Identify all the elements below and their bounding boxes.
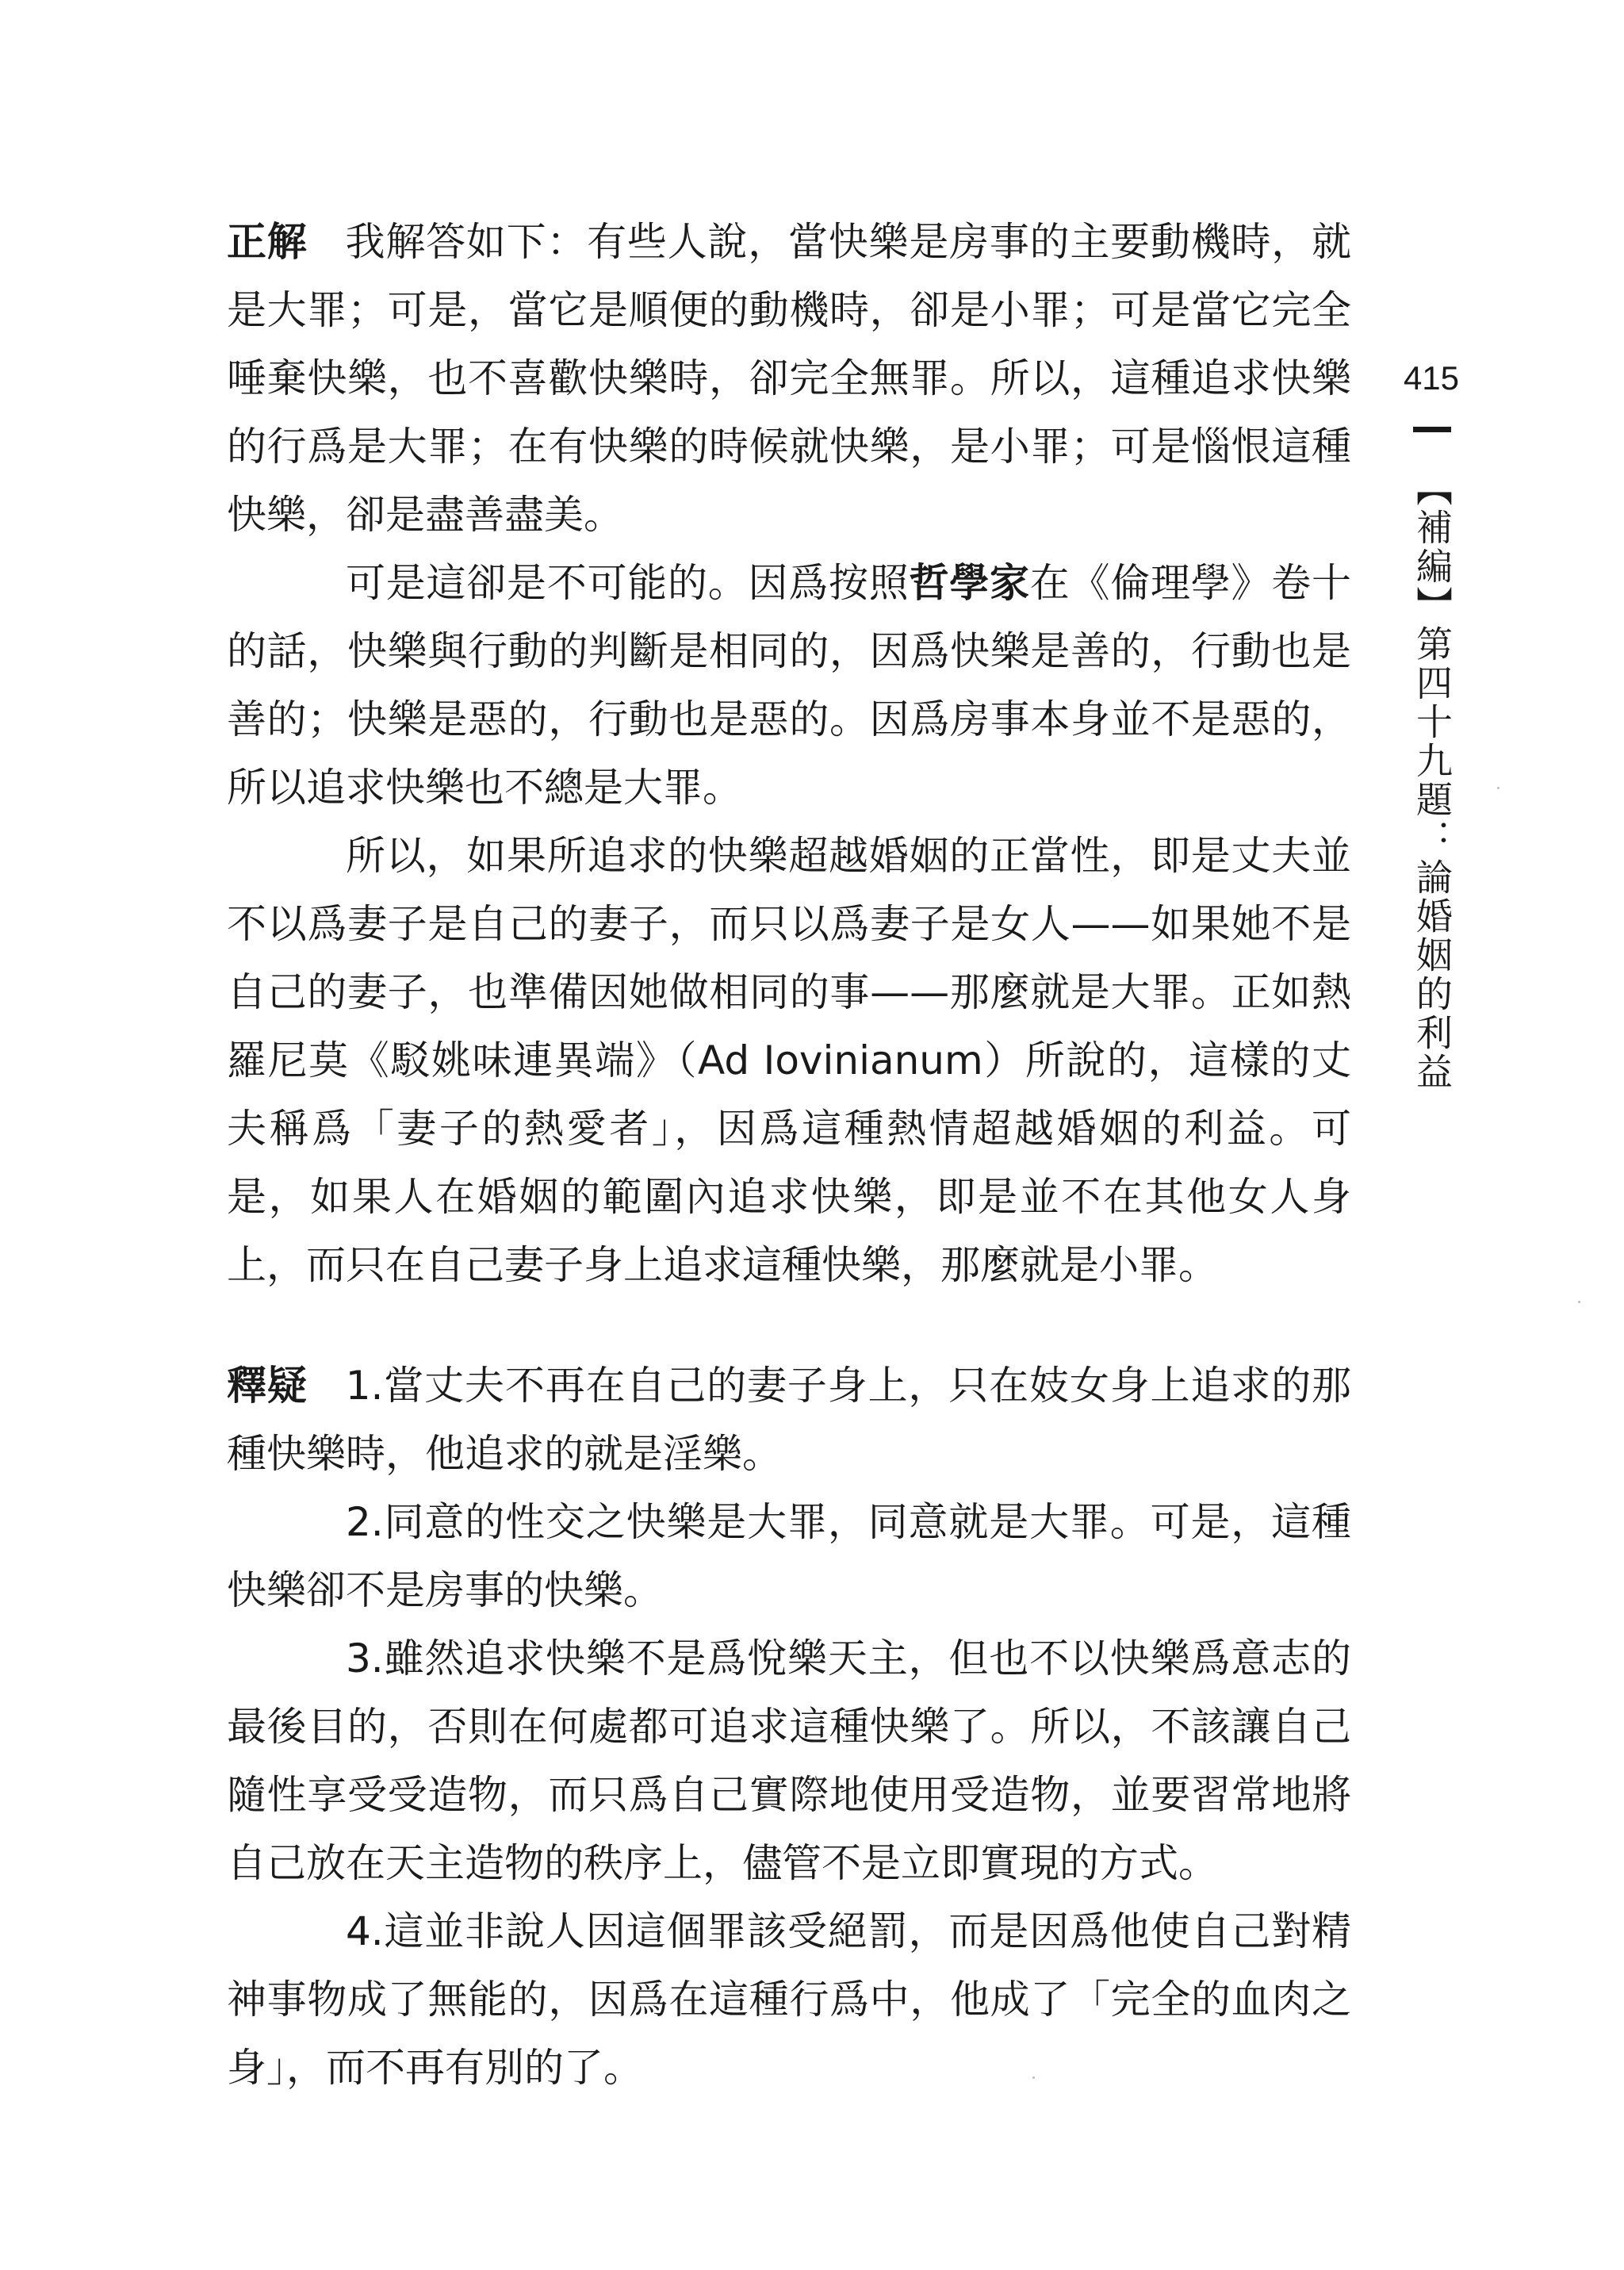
scan-speck [1578, 1301, 1580, 1303]
scan-speck [1497, 787, 1500, 789]
philosopher-term: 哲學家 [909, 560, 1030, 606]
answer-paragraph-2 [227, 549, 1351, 822]
header-rule [1413, 427, 1451, 432]
answer-text-2a: 可是這卻是不可能的。因爲按照 [346, 560, 910, 606]
reply-1 [227, 1352, 1351, 1488]
answer-paragraph-1 [227, 208, 1351, 549]
reply-2: 2.同意的性交之快樂是大罪，同意就是大罪。可是，這種快樂卻不是房事的快樂。 [227, 1499, 1351, 1613]
reply-3: 3.雖然追求快樂不是爲悅樂天主，但也不以快樂爲意志的最後目的，否則在何處都可追求這種快樂了。所以，不該讓自己隨性享受受造物，而只爲自己實際地使用受造物，並要習常地將自己放在天主造物的秩序上，儘管不是立即實現的方式。 [227, 1635, 1351, 1886]
answer-paragraph-3: 所以，如果所追求的快樂超越婚姻的正當性，即是丈夫並不以爲妻子是自己的妻子，而只以爲妻子是女人——如果她不是自己的妻子，也準備因她做相同的事——那麼就是大罪。正如熱羅尼莫《駁姚味連異端》（Ad Iovinianum）所說的，這樣的丈夫稱爲「妻子的熱愛者」，因爲這種熱情超越婚姻的利益。可是，如果人在婚姻的範圍內追求快樂，即是並不在其他女人身上，而只在自己妻子身上追求這種快樂，那麼就是小罪。 [227, 833, 1351, 1288]
replies-label: 釋疑 [227, 1363, 308, 1409]
main-text [227, 208, 1351, 2102]
scan-speck [1032, 2076, 1035, 2079]
answer-text-1: 我解答如下：有些人說，當快樂是房事的主要動機時，就是大罪；可是，當它是順便的動機時，卻是小罪；可是當它完全唾棄快樂，也不喜歡快樂時，卻完全無罪。所以，這種追求快樂的行爲是大罪；在有快樂的時候就快樂，是小罪；可是惱恨這種快樂，卻是盡善盡美。 [227, 219, 1352, 538]
answer-label: 正解 [227, 219, 308, 265]
running-head: 【補編】第四十九題：論婚姻的利益 [1411, 470, 1454, 1091]
reply-4: 4.這並非說人因這個罪該受絕罰，而是因爲他使自己對精神事物成了無能的，因爲在這種行爲中，他成了「完全的血肉之身」，而不再有別的了。 [227, 1908, 1351, 2091]
reply-1-text: 1.當丈夫不再在自己的妻子身上，只在妓女身上追求的那種快樂時，他追求的就是淫樂。 [227, 1363, 1351, 1477]
answer-text-2b: 在《倫理學》卷十的話，快樂與行動的判斷是相同的，因爲快樂是善的，行動也是善的；快樂是惡的，行動也是惡的。因爲房事本身並不是惡的，所以追求快樂也不總是大罪。 [227, 560, 1351, 811]
page-number: 415 [1403, 359, 1460, 397]
